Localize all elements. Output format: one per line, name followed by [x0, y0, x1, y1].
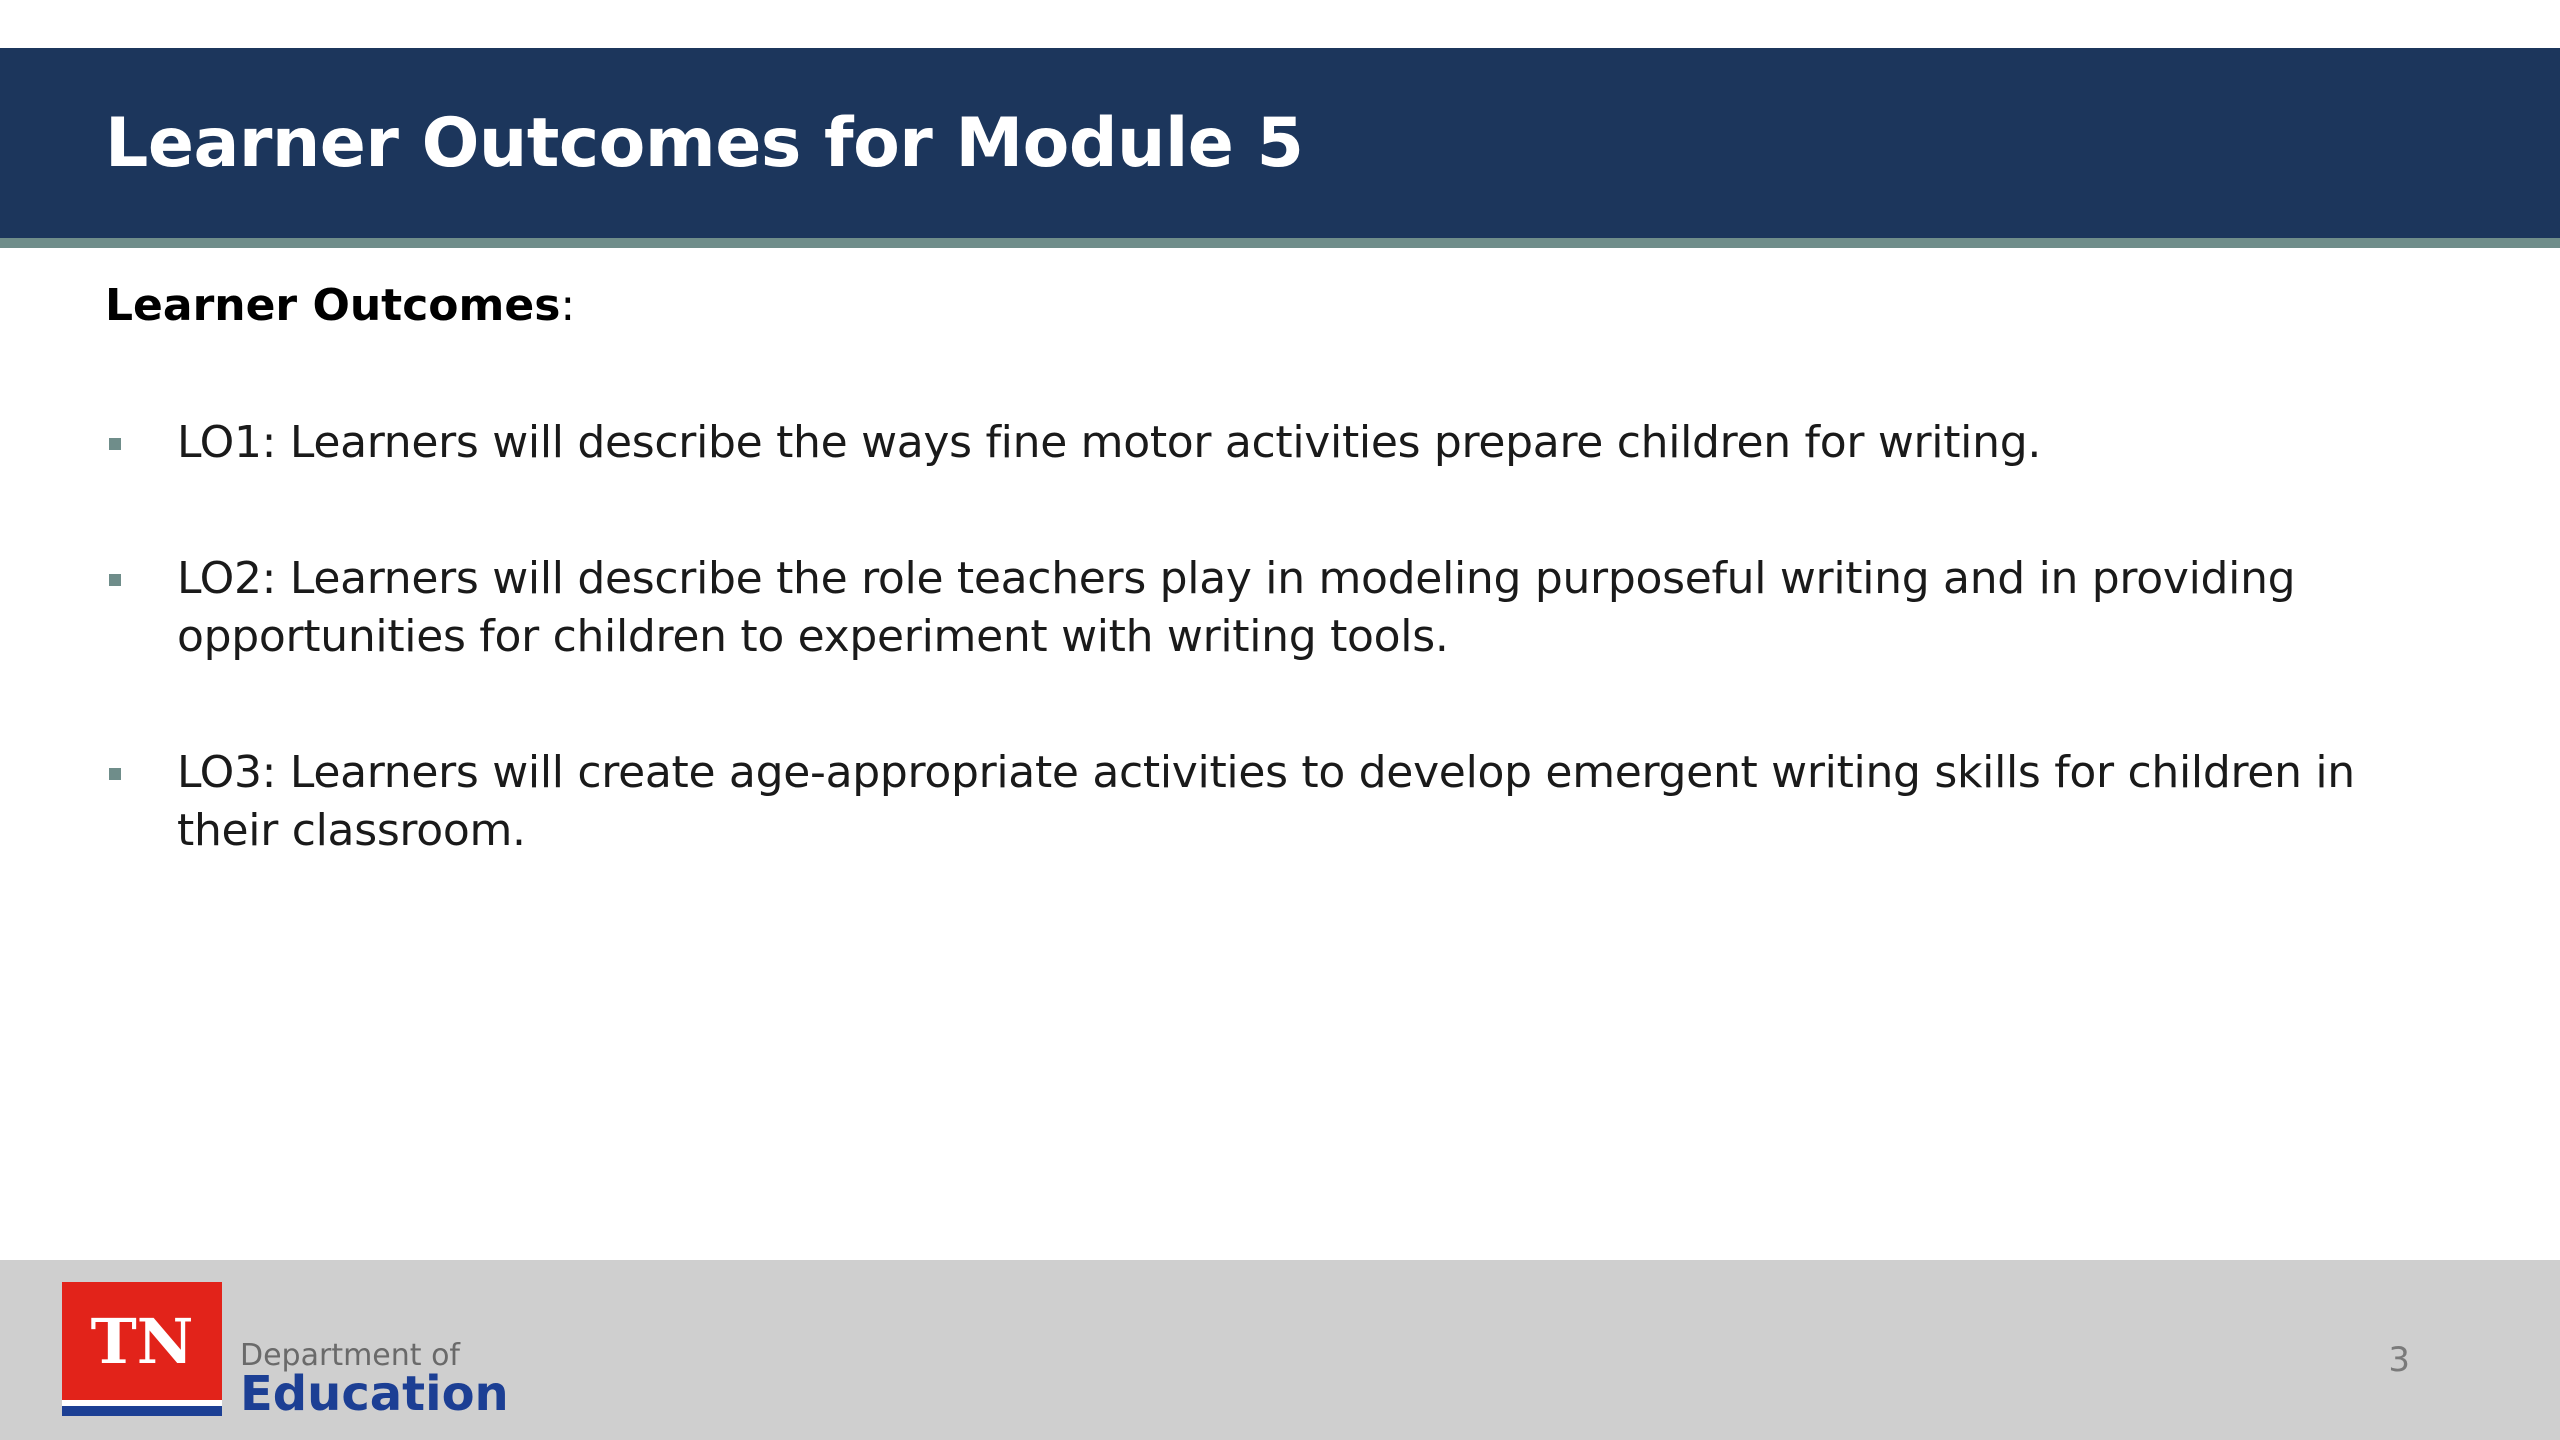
square-bullet-icon	[109, 574, 121, 586]
logo-stripe-blue	[62, 1406, 222, 1416]
square-bullet-icon	[109, 438, 121, 450]
list-item	[105, 744, 2445, 860]
square-bullet-icon	[109, 768, 121, 780]
logo-education-text: Education	[240, 1366, 509, 1422]
logo-department-text: Department of	[240, 1338, 460, 1373]
outcome-text-lo1: LO1: Learners will describe the ways fine motor activities prepare children for writing.	[177, 417, 2042, 468]
list-item	[105, 414, 2445, 472]
list-item	[105, 550, 2445, 666]
outcomes-heading-label: Learner Outcomes	[105, 280, 561, 331]
tn-department-of-education-logo	[62, 1282, 532, 1422]
outcomes-heading	[105, 280, 575, 331]
outcomes-heading-colon: :	[560, 280, 576, 331]
logo-mark-text: TN	[90, 1304, 194, 1378]
outcome-text-lo3: LO3: Learners will create age-appropriate activities to develop emergent writing skills for children in their classroom.	[177, 747, 2355, 856]
outcomes-list	[105, 414, 2445, 938]
page-number: 3	[2388, 1340, 2410, 1380]
title-underline	[0, 238, 2560, 248]
outcome-text-lo2: LO2: Learners will describe the role teachers play in modeling purposeful writing and in providing opportunities for children to experiment with writing tools.	[177, 553, 2296, 662]
slide-title: Learner Outcomes for Module 5	[105, 103, 1304, 183]
